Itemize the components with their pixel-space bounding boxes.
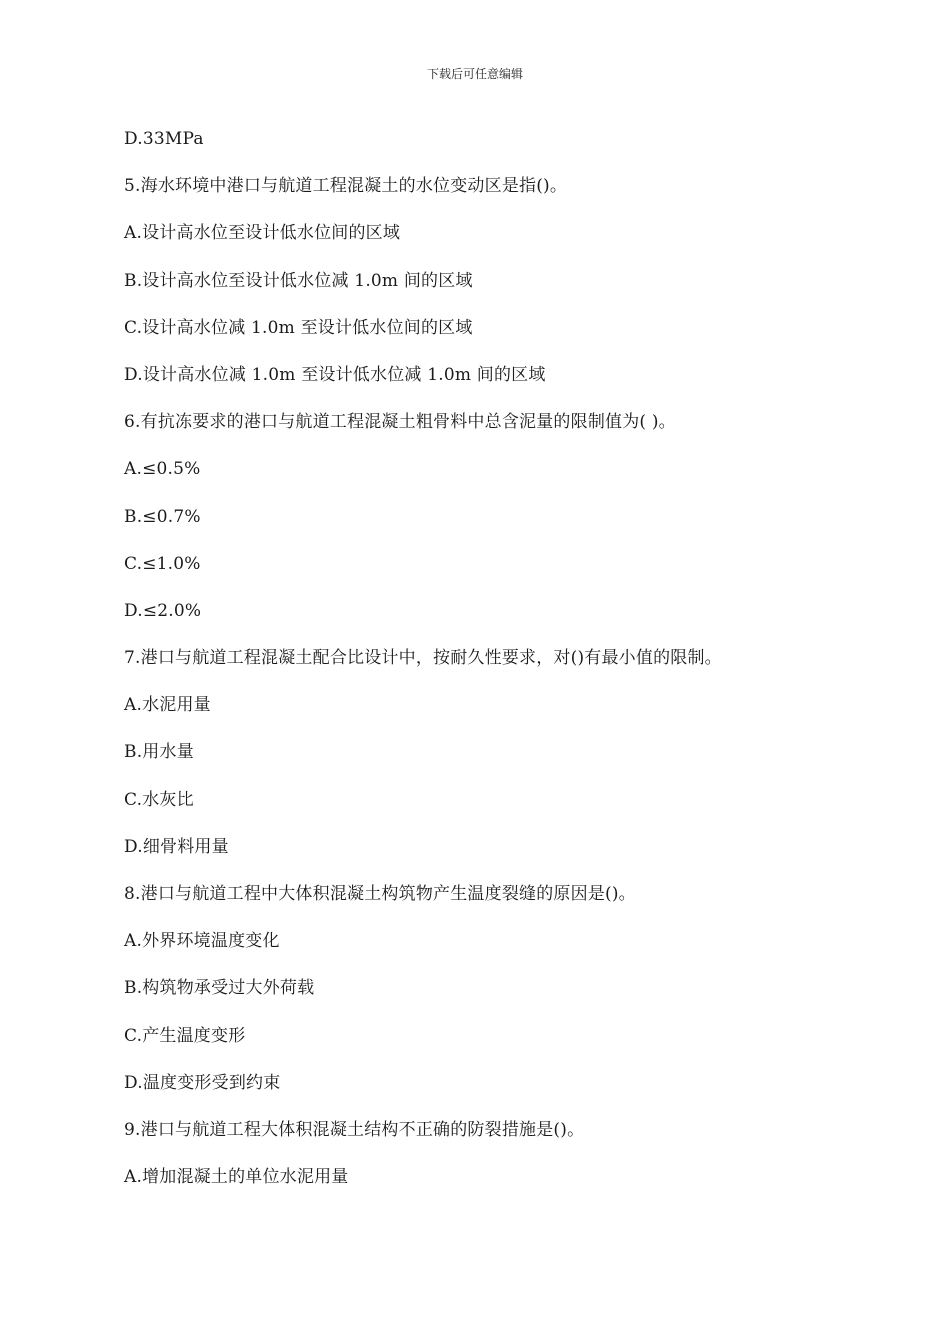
option-a-q9: A.增加混凝土的单位水泥用量 xyxy=(124,1167,349,1188)
option-d-q7: D.细骨料用量 xyxy=(124,836,229,857)
option-a-q8: A.外界环境温度变化 xyxy=(124,931,280,952)
option-c-q8: C.产生温度变形 xyxy=(124,1025,246,1046)
option-a-q7: A.水泥用量 xyxy=(124,695,211,716)
option-d-q8: D.温度变形受到约束 xyxy=(124,1072,281,1093)
option-c-q7: C.水灰比 xyxy=(124,789,194,810)
page-header: 下载后可任意编辑 xyxy=(426,67,523,81)
question-7: 7.港口与航道工程混凝土配合比设计中，按耐久性要求，对()有最小值的限制。 xyxy=(124,648,722,669)
question-8: 8.港口与航道工程中大体积混凝土构筑物产生温度裂缝的原因是()。 xyxy=(124,884,636,904)
question-9: 9.港口与航道工程大体积混凝土结构不正确的防裂措施是()。 xyxy=(124,1119,585,1140)
option-a-q6: A.≤0.5% xyxy=(124,459,201,480)
option-c-q5: C.设计高水位减 1.0m 至设计低水位间的区域 xyxy=(124,317,473,338)
option-d-q6: D.≤2.0% xyxy=(124,600,202,621)
option-b-q5: B.设计高水位至设计低水位减 1.0m 间的区域 xyxy=(124,270,473,291)
option-a-q5: A.设计高水位至设计低水位间的区域 xyxy=(124,223,401,244)
question-6: 6.有抗冻要求的港口与航道工程混凝土粗骨料中总含泥量的限制值为( )。 xyxy=(124,412,676,433)
option-d-q4: D.33MPa xyxy=(124,129,204,149)
question-5: 5.海水环境中港口与航道工程混凝土的水位变动区是指()。 xyxy=(124,176,568,197)
question-content xyxy=(124,125,884,1210)
option-c-q6: C.≤1.0% xyxy=(124,553,201,574)
option-d-q5: D.设计高水位减 1.0m 至设计低水位减 1.0m 间的区域 xyxy=(124,364,546,385)
option-b-q8: B.构筑物承受过大外荷载 xyxy=(124,978,315,999)
option-b-q6: B.≤0.7% xyxy=(124,506,201,527)
option-b-q7: B.用水量 xyxy=(124,742,194,763)
